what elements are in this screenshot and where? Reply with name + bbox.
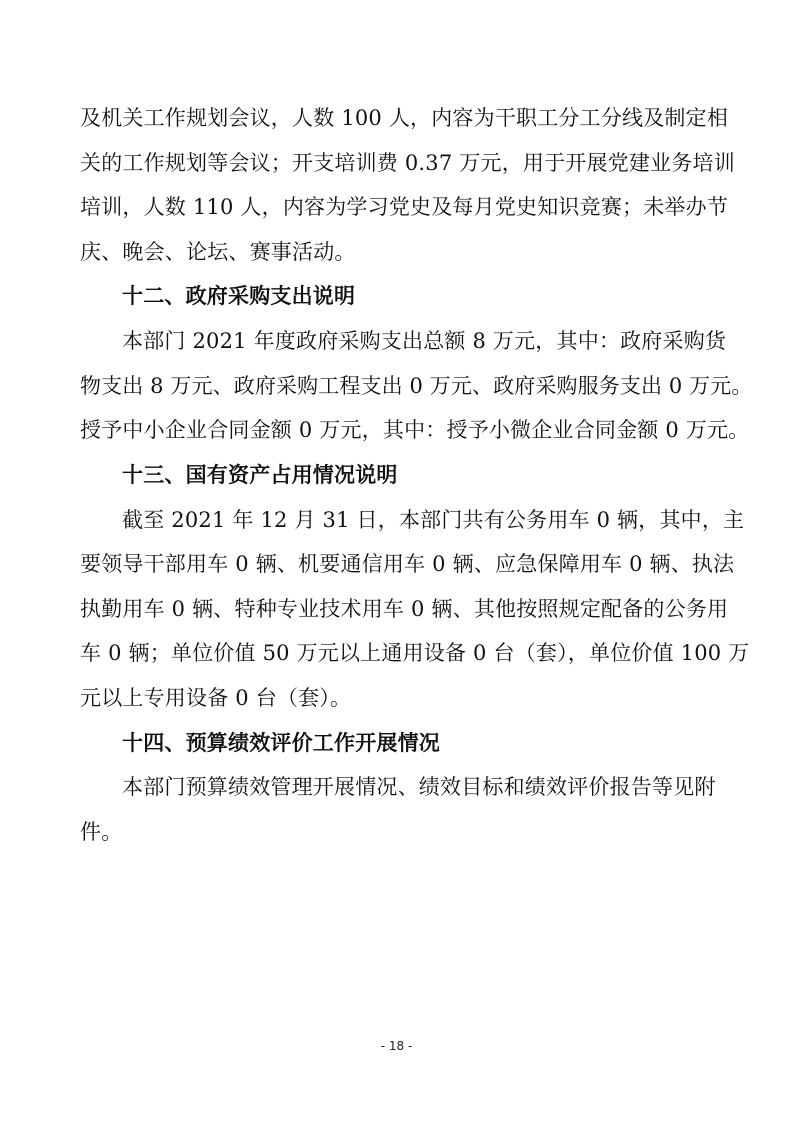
paragraph-line: 及机关工作规划会议，人数 100 人，内容为干职工分工分线及制定相 <box>80 106 729 130</box>
paragraph-line: 物支出 8 万元、政府采购工程支出 0 万元、政府采购服务支出 0 万元。 <box>80 374 753 398</box>
paragraph-line: 截至 2021 年 12 月 31 日，本部门共有公务用车 0 辆，其中，主 <box>122 508 745 532</box>
page-number: - 18 - <box>380 1039 413 1053</box>
section-heading-procurement: 十二、政府采购支出说明 <box>122 284 356 308</box>
paragraph-line: 关的工作规划等会议；开支培训费 0.37 万元，用于开展党建业务培训 <box>80 151 735 175</box>
paragraph-line: 庆、晚会、论坛、赛事活动。 <box>80 240 356 264</box>
paragraph-line: 本部门 2021 年度政府采购支出总额 8 万元，其中：政府采购货 <box>122 329 727 353</box>
paragraph-line: 要领导干部用车 0 辆、机要通信用车 0 辆、应急保障用车 0 辆、执法 <box>80 552 735 576</box>
paragraph-line: 执勤用车 0 辆、特种专业技术用车 0 辆、其他按照规定配备的公务用 <box>80 597 729 621</box>
paragraph-line: 本部门预算绩效管理开展情况、绩效目标和绩效评价报告等见附 <box>122 775 716 799</box>
paragraph-line: 元以上专用设备 0 台（套）。 <box>80 686 352 710</box>
paragraph-line: 授予中小企业合同金额 0 万元，其中：授予小微企业合同金额 0 万元。 <box>80 418 750 442</box>
paragraph-line: 车 0 辆；单位价值 50 万元以上通用设备 0 台（套），单位价值 100 万 <box>80 641 750 665</box>
section-heading-state-assets: 十三、国有资产占用情况说明 <box>122 463 398 487</box>
paragraph-line: 培训，人数 110 人，内容为学习党史及每月党史知识竞赛；未举办节 <box>80 195 729 219</box>
section-heading-performance-evaluation: 十四、预算绩效评价工作开展情况 <box>122 731 440 755</box>
paragraph-line: 件。 <box>80 820 123 844</box>
